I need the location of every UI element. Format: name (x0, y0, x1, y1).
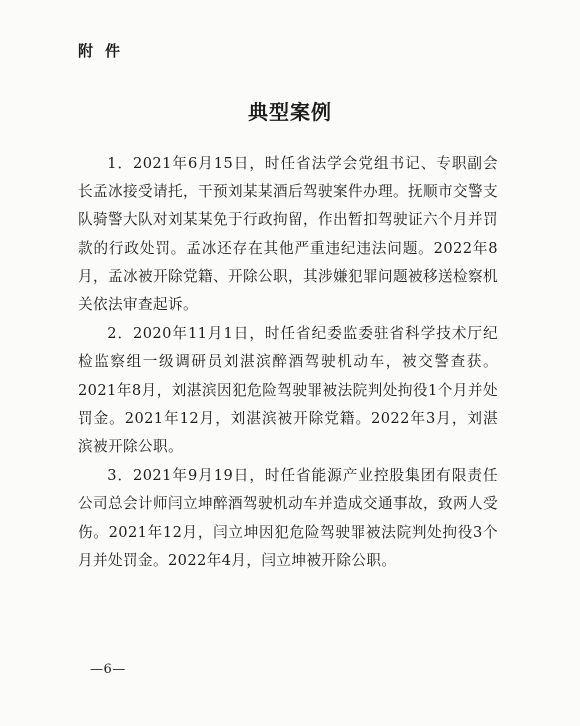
page-number: —6— (90, 662, 126, 677)
case-list (78, 150, 498, 576)
attachment-label: 附件 (78, 42, 133, 60)
case-paragraph-3: 3．2021年9月19日，时任省能源产业控股集团有限责任公司总会计师闫立坤醉酒驾驶机动车并造成交通事故，致两人受伤。2021年12月，闫立坤因犯危险驾驶罪被法院判处拘役3个月并处罚金。2022年4月，闫立坤被开除公职。 (78, 467, 498, 569)
document-title: 典型案例 (248, 100, 332, 124)
case-paragraph-1: 1．2021年6月15日，时任省法学会党组书记、专职副会长孟冰接受请托，干预刘某某酒后驾驶案件办理。抚顺市交警支队骑警大队对刘某某免于行政拘留，作出暂扣驾驶证六个月并罚款的行政处罚。孟冰还存在其他严重违纪违法问题。2022年8月，孟冰被开除党籍、开除公职，其涉嫌犯罪问题被移送检察机关依法审查起诉。 (78, 155, 498, 314)
case-paragraph-2: 2．2020年11月1日，时任省纪委监委驻省科学技术厅纪检监察组一级调研员刘湛滨醉酒驾驶机动车，被交警查获。2021年8月，刘湛滨因犯危险驾驶罪被法院判处拘役1个月并处罚金。2021年12月，刘湛滨被开除党籍。2022年3月，刘湛滨被开除公职。 (78, 325, 498, 456)
